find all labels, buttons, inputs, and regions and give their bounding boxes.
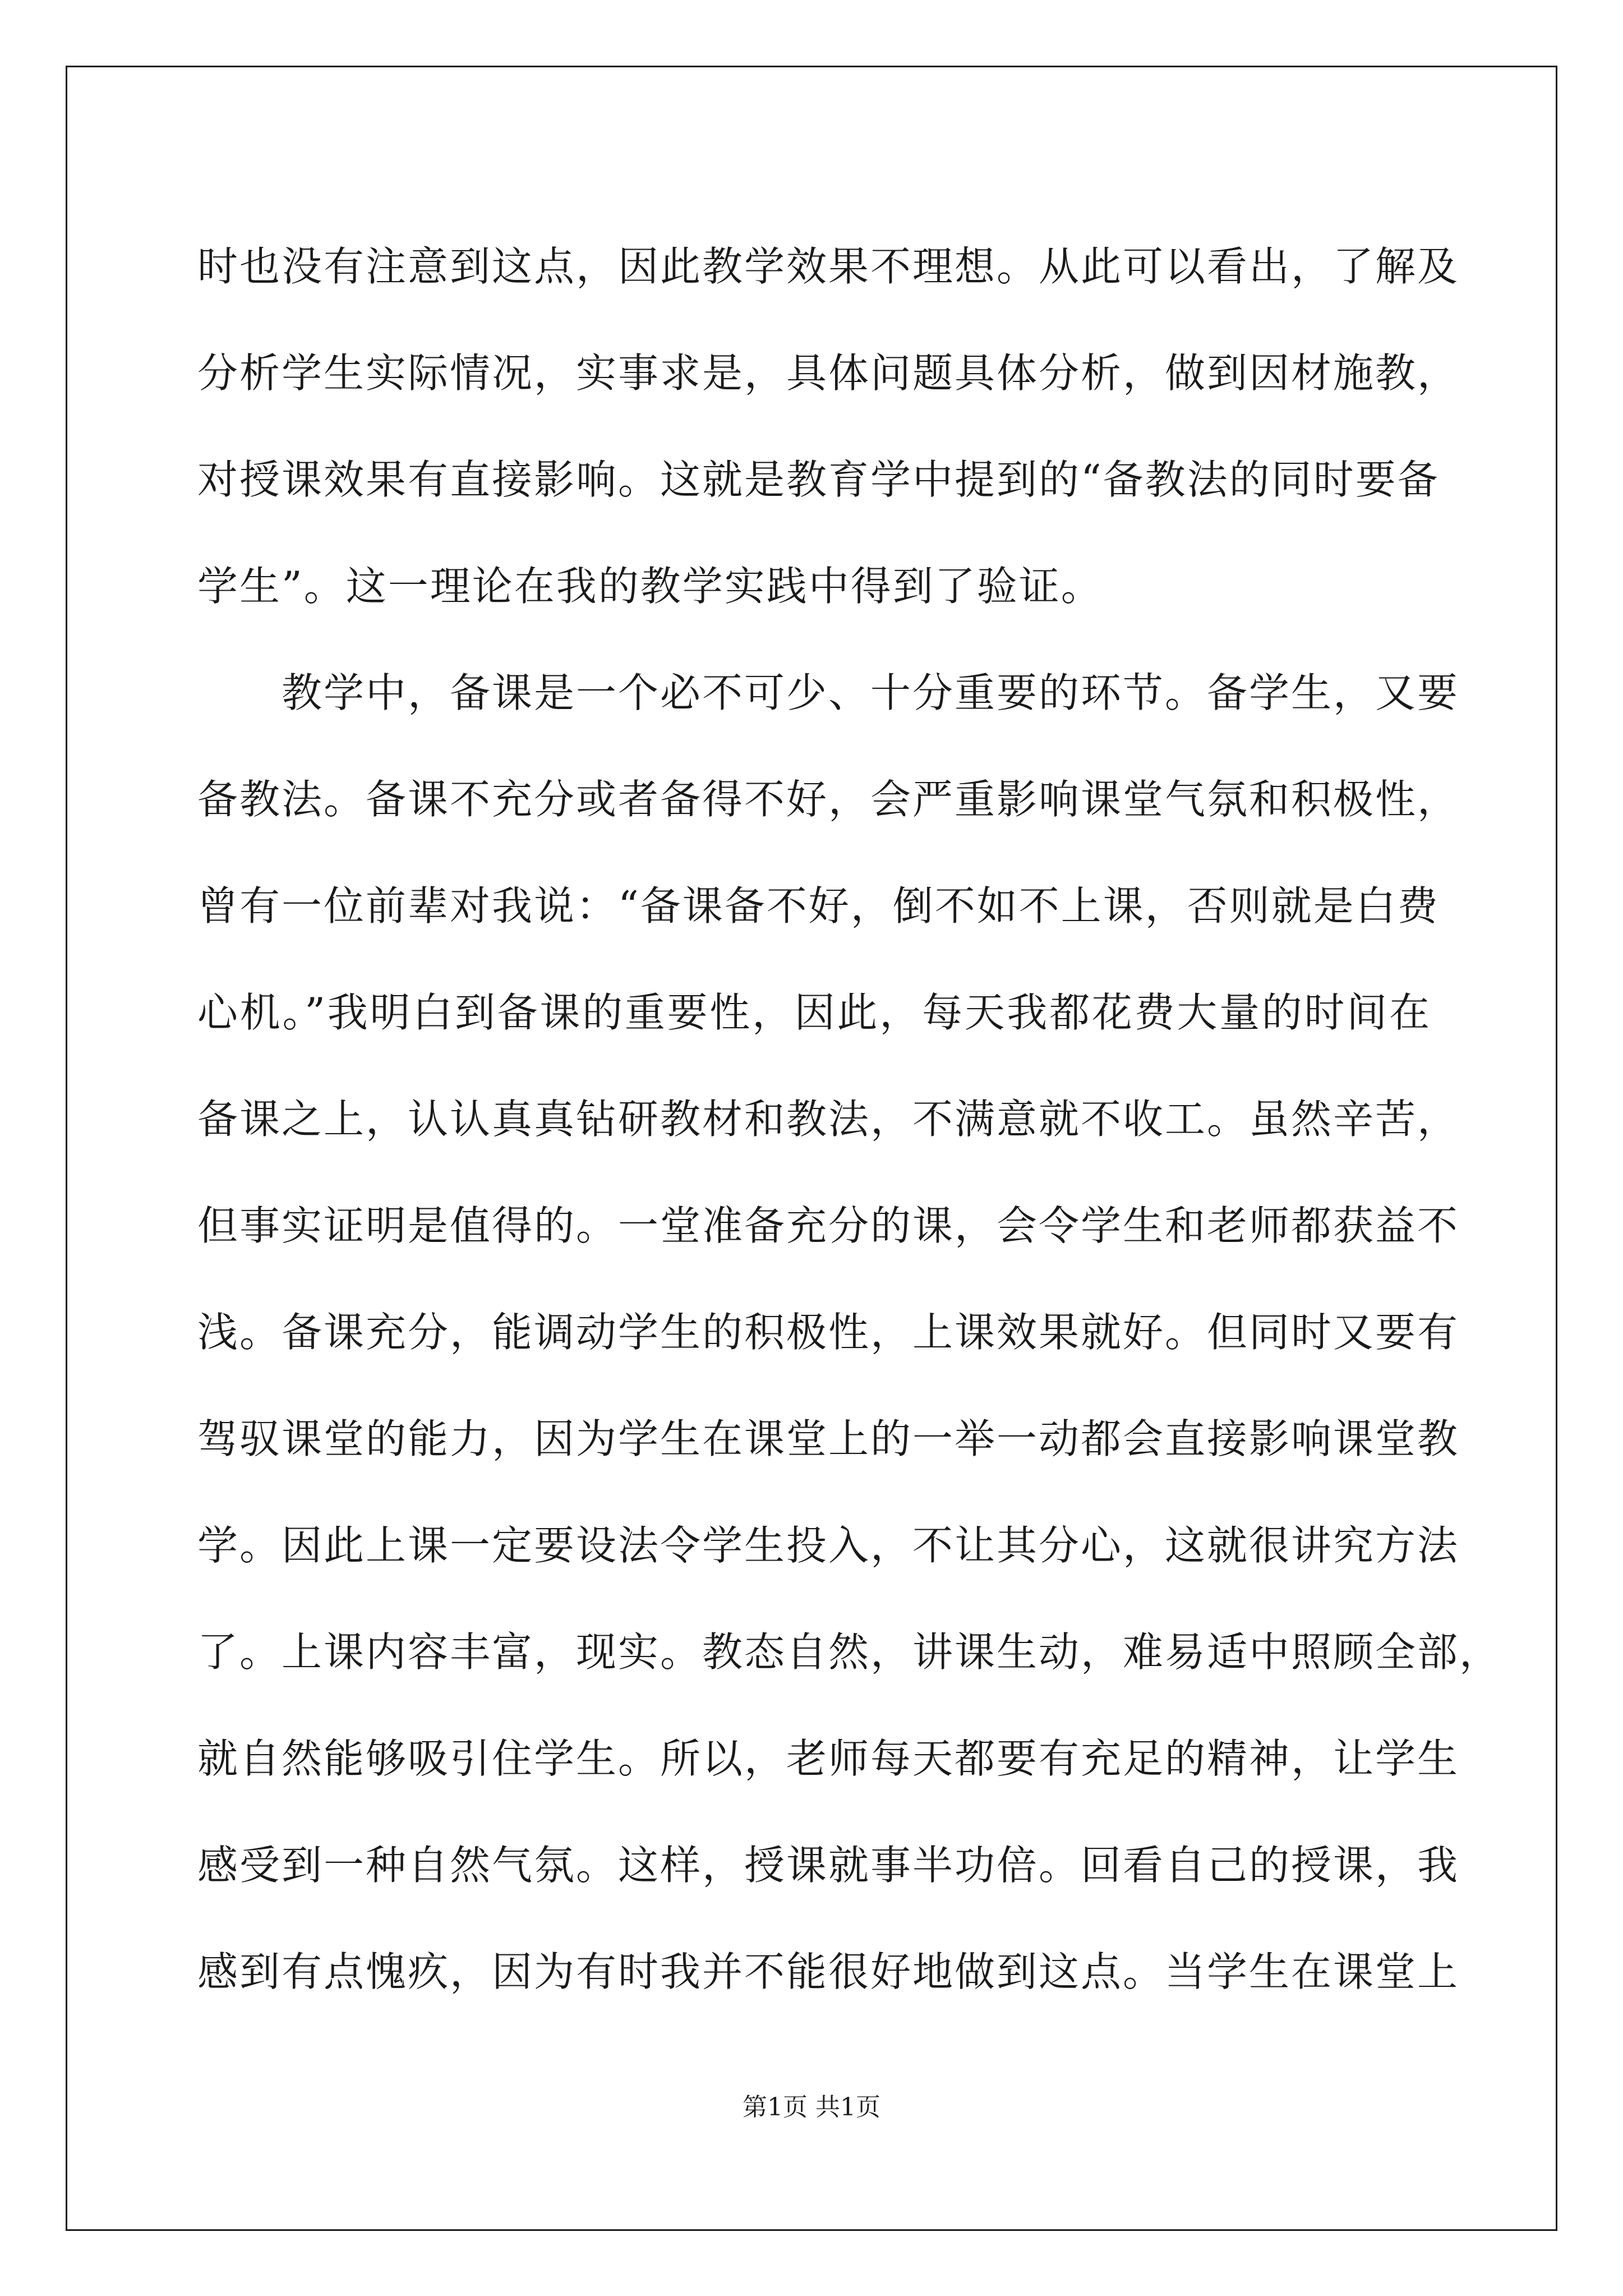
page-number-footer: 第1页 共1页 — [743, 2093, 880, 2122]
text-line: 驾驭课堂的能力，因为学生在课堂上的一举一动都会直接影响课堂教 — [197, 1415, 1460, 1462]
text-line: 学。因此上课一定要设法令学生投入，不让其分心，这就很讲究方法 — [197, 1522, 1460, 1569]
text-line: 感到有点愧疚，因为有时我并不能很好地做到这点。当学生在课堂上 — [197, 1948, 1460, 1995]
text-line: 就自然能够吸引住学生。所以，老师每天都要有充足的精神，让学生 — [197, 1735, 1460, 1782]
text-line: 备课之上，认认真真钻研教材和教法，不满意就不收工。虽然辛苦， — [197, 1096, 1460, 1143]
text-line: 学生”。这一理论在我的教学实践中得到了验证。 — [197, 563, 1103, 610]
text-line: 教学中，备课是一个必不可少、十分重要的环节。备学生，又要 — [282, 669, 1460, 716]
text-line: 时也没有注意到这点，因此教学效果不理想。从此可以看出，了解及 — [197, 243, 1460, 290]
text-line: 但事实证明是值得的。一堂准备充分的课，会令学生和老师都获益不 — [197, 1202, 1460, 1249]
text-line: 分析学生实际情况，实事求是，具体问题具体分析，做到因材施教， — [197, 349, 1460, 397]
text-line: 了。上课内容丰富，现实。教态自然，讲课生动，难易适中照顾全部， — [197, 1628, 1502, 1676]
paragraph-1 — [197, 213, 1460, 639]
text-line: 浅。备课充分，能调动学生的积极性，上课效果就好。但同时又要有 — [197, 1309, 1460, 1356]
text-line: 对授课效果有直接影响。这就是教育学中提到的“备教法的同时要备 — [197, 456, 1440, 503]
text-line: 感受到一种自然气氛。这样，授课就事半功倍。回看自己的授课，我 — [197, 1842, 1460, 1889]
text-line: 曾有一位前辈对我说：“备课备不好，倒不如不上课，否则就是白费 — [197, 882, 1440, 930]
paragraph-2 — [197, 639, 1502, 2025]
text-line: 心机。”我明白到备课的重要性，因此，每天我都花费大量的时间在 — [197, 989, 1431, 1036]
document-body — [197, 213, 1502, 2025]
text-line: 备教法。备课不充分或者备得不好，会严重影响课堂气氛和积极性， — [197, 776, 1460, 823]
